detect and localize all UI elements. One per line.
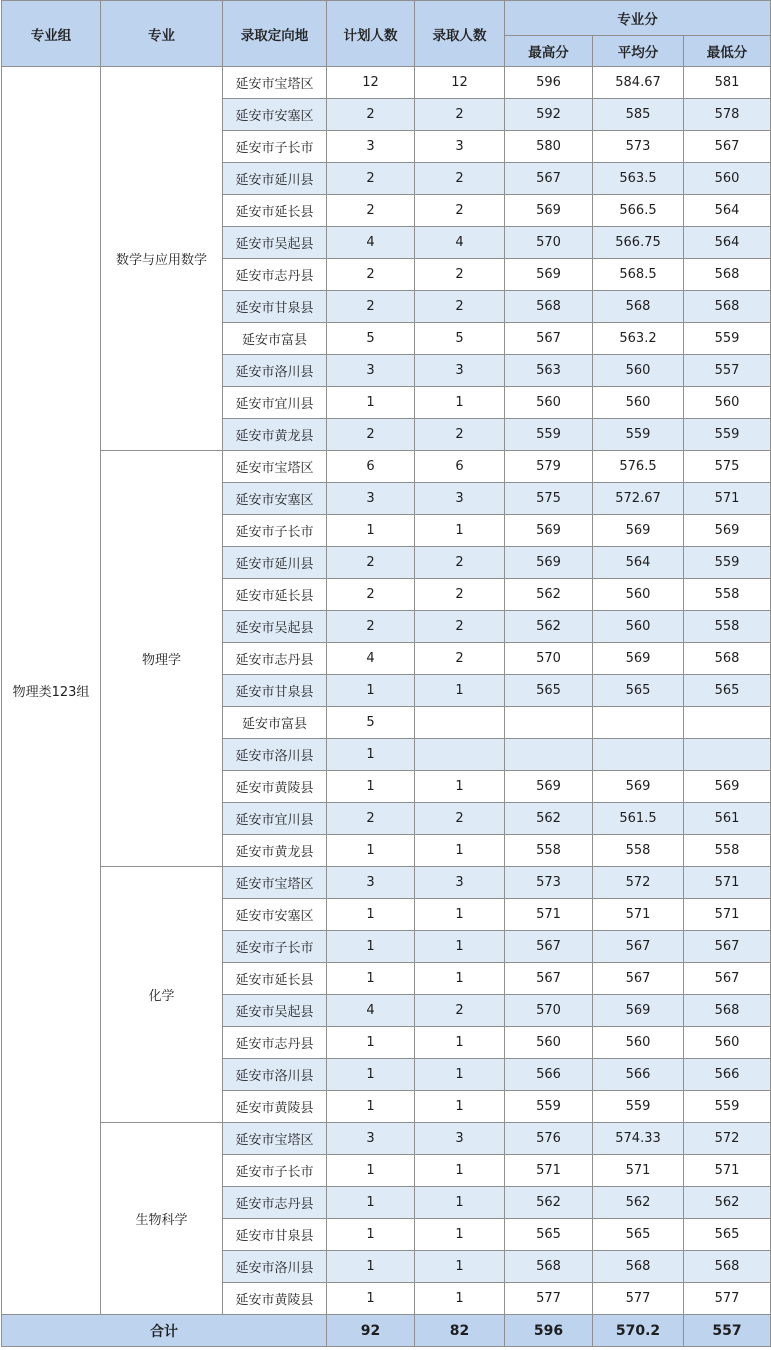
location-cell: 延安市黄陵县 — [223, 1091, 327, 1123]
avg-score-cell: 572 — [593, 867, 684, 899]
header-group: 专业组 — [2, 1, 101, 67]
min-score-cell: 568 — [684, 291, 771, 323]
avg-score-cell: 559 — [593, 419, 684, 451]
avg-score-cell: 558 — [593, 835, 684, 867]
min-score-cell: 568 — [684, 995, 771, 1027]
planned-cell: 6 — [327, 451, 415, 483]
planned-cell: 1 — [327, 387, 415, 419]
min-score-cell: 560 — [684, 1027, 771, 1059]
location-cell: 延安市吴起县 — [223, 227, 327, 259]
max-score-cell: 558 — [505, 835, 593, 867]
max-score-cell: 570 — [505, 227, 593, 259]
planned-cell: 2 — [327, 803, 415, 835]
table-row — [2, 67, 771, 99]
admitted-cell: 3 — [415, 1123, 505, 1155]
location-cell: 延安市宝塔区 — [223, 1123, 327, 1155]
planned-cell: 3 — [327, 131, 415, 163]
avg-score-cell: 571 — [593, 899, 684, 931]
admitted-cell: 2 — [415, 803, 505, 835]
min-score-cell: 559 — [684, 323, 771, 355]
min-score-cell: 575 — [684, 451, 771, 483]
avg-score-cell: 560 — [593, 355, 684, 387]
max-score-cell: 565 — [505, 675, 593, 707]
admitted-cell — [415, 707, 505, 739]
admitted-cell: 2 — [415, 611, 505, 643]
max-score-cell — [505, 707, 593, 739]
location-cell: 延安市志丹县 — [223, 259, 327, 291]
planned-cell: 1 — [327, 1251, 415, 1283]
min-score-cell: 558 — [684, 611, 771, 643]
admitted-cell — [415, 739, 505, 771]
max-score-cell: 570 — [505, 643, 593, 675]
avg-score-cell: 584.67 — [593, 67, 684, 99]
location-cell: 延安市安塞区 — [223, 483, 327, 515]
admitted-cell: 1 — [415, 1187, 505, 1219]
planned-cell: 1 — [327, 1027, 415, 1059]
planned-cell: 3 — [327, 355, 415, 387]
avg-score-cell: 560 — [593, 387, 684, 419]
admitted-cell: 1 — [415, 963, 505, 995]
header-location: 录取定向地 — [223, 1, 327, 67]
header-major: 专业 — [101, 1, 223, 67]
major-name-cell: 生物科学 — [101, 1123, 223, 1315]
admitted-cell: 6 — [415, 451, 505, 483]
max-score-cell: 567 — [505, 963, 593, 995]
admitted-cell: 1 — [415, 1091, 505, 1123]
location-cell: 延安市黄陵县 — [223, 771, 327, 803]
planned-cell: 5 — [327, 323, 415, 355]
avg-score-cell: 562 — [593, 1187, 684, 1219]
max-score-cell: 579 — [505, 451, 593, 483]
max-score-cell: 570 — [505, 995, 593, 1027]
avg-score-cell: 560 — [593, 611, 684, 643]
avg-score-cell: 568.5 — [593, 259, 684, 291]
avg-score-cell: 567 — [593, 931, 684, 963]
max-score-cell: 569 — [505, 771, 593, 803]
avg-score-cell — [593, 707, 684, 739]
planned-cell: 4 — [327, 995, 415, 1027]
avg-score-cell: 572.67 — [593, 483, 684, 515]
admitted-cell: 5 — [415, 323, 505, 355]
min-score-cell: 566 — [684, 1059, 771, 1091]
max-score-cell: 565 — [505, 1219, 593, 1251]
total-avg: 570.2 — [593, 1315, 684, 1347]
min-score-cell: 571 — [684, 483, 771, 515]
planned-cell: 1 — [327, 835, 415, 867]
avg-score-cell: 569 — [593, 995, 684, 1027]
planned-cell: 2 — [327, 163, 415, 195]
planned-cell: 3 — [327, 1123, 415, 1155]
total-label: 合计 — [2, 1315, 327, 1347]
admitted-cell: 2 — [415, 643, 505, 675]
admitted-cell: 2 — [415, 291, 505, 323]
location-cell: 延安市洛川县 — [223, 355, 327, 387]
min-score-cell: 564 — [684, 195, 771, 227]
min-score-cell: 581 — [684, 67, 771, 99]
location-cell: 延安市富县 — [223, 707, 327, 739]
min-score-cell: 568 — [684, 1251, 771, 1283]
location-cell: 延安市洛川县 — [223, 739, 327, 771]
planned-cell: 1 — [327, 771, 415, 803]
planned-cell: 1 — [327, 739, 415, 771]
avg-score-cell: 560 — [593, 579, 684, 611]
planned-cell: 1 — [327, 1059, 415, 1091]
planned-cell: 1 — [327, 515, 415, 547]
planned-cell: 2 — [327, 547, 415, 579]
admitted-cell: 1 — [415, 1219, 505, 1251]
total-planned: 92 — [327, 1315, 415, 1347]
max-score-cell: 562 — [505, 579, 593, 611]
admitted-cell: 3 — [415, 131, 505, 163]
admitted-cell: 2 — [415, 163, 505, 195]
planned-cell: 1 — [327, 963, 415, 995]
max-score-cell: 569 — [505, 515, 593, 547]
location-cell: 延安市甘泉县 — [223, 291, 327, 323]
planned-cell: 2 — [327, 419, 415, 451]
avg-score-cell: 565 — [593, 675, 684, 707]
total-row — [2, 1315, 771, 1347]
max-score-cell: 568 — [505, 291, 593, 323]
max-score-cell: 577 — [505, 1283, 593, 1315]
major-name-cell: 物理学 — [101, 451, 223, 867]
max-score-cell: 569 — [505, 259, 593, 291]
planned-cell: 1 — [327, 1091, 415, 1123]
admitted-cell: 1 — [415, 899, 505, 931]
planned-cell: 4 — [327, 227, 415, 259]
max-score-cell: 563 — [505, 355, 593, 387]
planned-cell: 1 — [327, 1155, 415, 1187]
location-cell: 延安市安塞区 — [223, 99, 327, 131]
max-score-cell: 569 — [505, 195, 593, 227]
max-score-cell: 559 — [505, 1091, 593, 1123]
major-name-cell: 数学与应用数学 — [101, 67, 223, 451]
avg-score-cell: 566 — [593, 1059, 684, 1091]
header-min: 最低分 — [684, 36, 771, 67]
planned-cell: 1 — [327, 1219, 415, 1251]
min-score-cell: 564 — [684, 227, 771, 259]
avg-score-cell: 566.75 — [593, 227, 684, 259]
admitted-cell: 1 — [415, 1283, 505, 1315]
avg-score-cell: 565 — [593, 1219, 684, 1251]
planned-cell: 2 — [327, 611, 415, 643]
planned-cell: 2 — [327, 579, 415, 611]
admitted-cell: 4 — [415, 227, 505, 259]
location-cell: 延安市延长县 — [223, 579, 327, 611]
header-scores: 专业分 — [505, 1, 771, 36]
location-cell: 延安市宜川县 — [223, 387, 327, 419]
location-cell: 延安市宝塔区 — [223, 867, 327, 899]
planned-cell: 1 — [327, 931, 415, 963]
admitted-cell: 2 — [415, 579, 505, 611]
avg-score-cell: 573 — [593, 131, 684, 163]
planned-cell: 3 — [327, 867, 415, 899]
min-score-cell: 567 — [684, 963, 771, 995]
avg-score-cell: 567 — [593, 963, 684, 995]
avg-score-cell: 569 — [593, 643, 684, 675]
location-cell: 延安市子长市 — [223, 1155, 327, 1187]
avg-score-cell: 561.5 — [593, 803, 684, 835]
min-score-cell: 568 — [684, 259, 771, 291]
min-score-cell — [684, 707, 771, 739]
table-row — [2, 451, 771, 483]
avg-score-cell: 569 — [593, 515, 684, 547]
min-score-cell: 557 — [684, 355, 771, 387]
group-name-cell: 物理类123组 — [2, 67, 101, 1315]
max-score-cell: 596 — [505, 67, 593, 99]
min-score-cell: 578 — [684, 99, 771, 131]
min-score-cell: 559 — [684, 1091, 771, 1123]
max-score-cell: 562 — [505, 803, 593, 835]
avg-score-cell: 568 — [593, 1251, 684, 1283]
planned-cell: 4 — [327, 643, 415, 675]
avg-score-cell: 569 — [593, 771, 684, 803]
location-cell: 延安市子长市 — [223, 931, 327, 963]
min-score-cell: 577 — [684, 1283, 771, 1315]
admitted-cell: 2 — [415, 995, 505, 1027]
planned-cell: 1 — [327, 899, 415, 931]
location-cell: 延安市宝塔区 — [223, 67, 327, 99]
min-score-cell: 558 — [684, 835, 771, 867]
location-cell: 延安市延川县 — [223, 547, 327, 579]
min-score-cell: 571 — [684, 1155, 771, 1187]
min-score-cell: 559 — [684, 547, 771, 579]
avg-score-cell: 560 — [593, 1027, 684, 1059]
min-score-cell: 567 — [684, 131, 771, 163]
max-score-cell — [505, 739, 593, 771]
avg-score-cell: 559 — [593, 1091, 684, 1123]
location-cell: 延安市志丹县 — [223, 643, 327, 675]
avg-score-cell: 571 — [593, 1155, 684, 1187]
admitted-cell: 2 — [415, 259, 505, 291]
location-cell: 延安市甘泉县 — [223, 1219, 327, 1251]
location-cell: 延安市洛川县 — [223, 1251, 327, 1283]
planned-cell: 2 — [327, 195, 415, 227]
admitted-cell: 1 — [415, 1155, 505, 1187]
min-score-cell: 569 — [684, 771, 771, 803]
min-score-cell: 560 — [684, 387, 771, 419]
planned-cell: 5 — [327, 707, 415, 739]
max-score-cell: 560 — [505, 1027, 593, 1059]
max-score-cell: 575 — [505, 483, 593, 515]
header-planned: 计划人数 — [327, 1, 415, 67]
admitted-cell: 2 — [415, 547, 505, 579]
table-row — [2, 867, 771, 899]
max-score-cell: 592 — [505, 99, 593, 131]
admitted-cell: 2 — [415, 195, 505, 227]
admitted-cell: 3 — [415, 483, 505, 515]
planned-cell: 3 — [327, 483, 415, 515]
table-body — [2, 67, 771, 1315]
min-score-cell: 560 — [684, 163, 771, 195]
planned-cell: 1 — [327, 675, 415, 707]
min-score-cell: 571 — [684, 899, 771, 931]
max-score-cell: 566 — [505, 1059, 593, 1091]
location-cell: 延安市安塞区 — [223, 899, 327, 931]
location-cell: 延安市子长市 — [223, 131, 327, 163]
min-score-cell: 565 — [684, 1219, 771, 1251]
planned-cell: 1 — [327, 1187, 415, 1219]
planned-cell: 12 — [327, 67, 415, 99]
location-cell: 延安市延川县 — [223, 163, 327, 195]
avg-score-cell: 576.5 — [593, 451, 684, 483]
admission-score-table — [1, 0, 771, 1347]
location-cell: 延安市宝塔区 — [223, 451, 327, 483]
admitted-cell: 1 — [415, 835, 505, 867]
avg-score-cell: 563.2 — [593, 323, 684, 355]
location-cell: 延安市延长县 — [223, 195, 327, 227]
max-score-cell: 569 — [505, 547, 593, 579]
planned-cell: 2 — [327, 99, 415, 131]
header-max: 最高分 — [505, 36, 593, 67]
admitted-cell: 2 — [415, 99, 505, 131]
max-score-cell: 562 — [505, 1187, 593, 1219]
max-score-cell: 571 — [505, 899, 593, 931]
total-max: 596 — [505, 1315, 593, 1347]
max-score-cell: 568 — [505, 1251, 593, 1283]
location-cell: 延安市延长县 — [223, 963, 327, 995]
min-score-cell: 567 — [684, 931, 771, 963]
location-cell: 延安市宜川县 — [223, 803, 327, 835]
major-name-cell: 化学 — [101, 867, 223, 1123]
avg-score-cell: 564 — [593, 547, 684, 579]
max-score-cell: 562 — [505, 611, 593, 643]
planned-cell: 2 — [327, 291, 415, 323]
max-score-cell: 559 — [505, 419, 593, 451]
avg-score-cell: 574.33 — [593, 1123, 684, 1155]
min-score-cell: 562 — [684, 1187, 771, 1219]
admitted-cell: 3 — [415, 867, 505, 899]
min-score-cell — [684, 739, 771, 771]
admitted-cell: 1 — [415, 1027, 505, 1059]
max-score-cell: 580 — [505, 131, 593, 163]
location-cell: 延安市志丹县 — [223, 1187, 327, 1219]
min-score-cell: 558 — [684, 579, 771, 611]
location-cell: 延安市洛川县 — [223, 1059, 327, 1091]
max-score-cell: 573 — [505, 867, 593, 899]
min-score-cell: 571 — [684, 867, 771, 899]
min-score-cell: 568 — [684, 643, 771, 675]
planned-cell: 2 — [327, 259, 415, 291]
avg-score-cell: 566.5 — [593, 195, 684, 227]
avg-score-cell: 568 — [593, 291, 684, 323]
admitted-cell: 2 — [415, 419, 505, 451]
total-min: 557 — [684, 1315, 771, 1347]
max-score-cell: 560 — [505, 387, 593, 419]
admitted-cell: 1 — [415, 931, 505, 963]
location-cell: 延安市子长市 — [223, 515, 327, 547]
max-score-cell: 571 — [505, 1155, 593, 1187]
min-score-cell: 559 — [684, 419, 771, 451]
max-score-cell: 567 — [505, 931, 593, 963]
max-score-cell: 567 — [505, 163, 593, 195]
location-cell: 延安市志丹县 — [223, 1027, 327, 1059]
admitted-cell: 12 — [415, 67, 505, 99]
location-cell: 延安市吴起县 — [223, 611, 327, 643]
avg-score-cell — [593, 739, 684, 771]
min-score-cell: 565 — [684, 675, 771, 707]
location-cell: 延安市黄龙县 — [223, 419, 327, 451]
admitted-cell: 1 — [415, 515, 505, 547]
total-admitted: 82 — [415, 1315, 505, 1347]
location-cell: 延安市黄陵县 — [223, 1283, 327, 1315]
planned-cell: 1 — [327, 1283, 415, 1315]
location-cell: 延安市吴起县 — [223, 995, 327, 1027]
avg-score-cell: 585 — [593, 99, 684, 131]
table-row — [2, 1123, 771, 1155]
min-score-cell: 572 — [684, 1123, 771, 1155]
header-avg: 平均分 — [593, 36, 684, 67]
admitted-cell: 1 — [415, 1059, 505, 1091]
location-cell: 延安市甘泉县 — [223, 675, 327, 707]
min-score-cell: 569 — [684, 515, 771, 547]
header-admitted: 录取人数 — [415, 1, 505, 67]
min-score-cell: 561 — [684, 803, 771, 835]
max-score-cell: 576 — [505, 1123, 593, 1155]
admitted-cell: 3 — [415, 355, 505, 387]
avg-score-cell: 577 — [593, 1283, 684, 1315]
admitted-cell: 1 — [415, 771, 505, 803]
location-cell: 延安市黄龙县 — [223, 835, 327, 867]
admitted-cell: 1 — [415, 387, 505, 419]
max-score-cell: 567 — [505, 323, 593, 355]
avg-score-cell: 563.5 — [593, 163, 684, 195]
admitted-cell: 1 — [415, 1251, 505, 1283]
admitted-cell: 1 — [415, 675, 505, 707]
location-cell: 延安市富县 — [223, 323, 327, 355]
